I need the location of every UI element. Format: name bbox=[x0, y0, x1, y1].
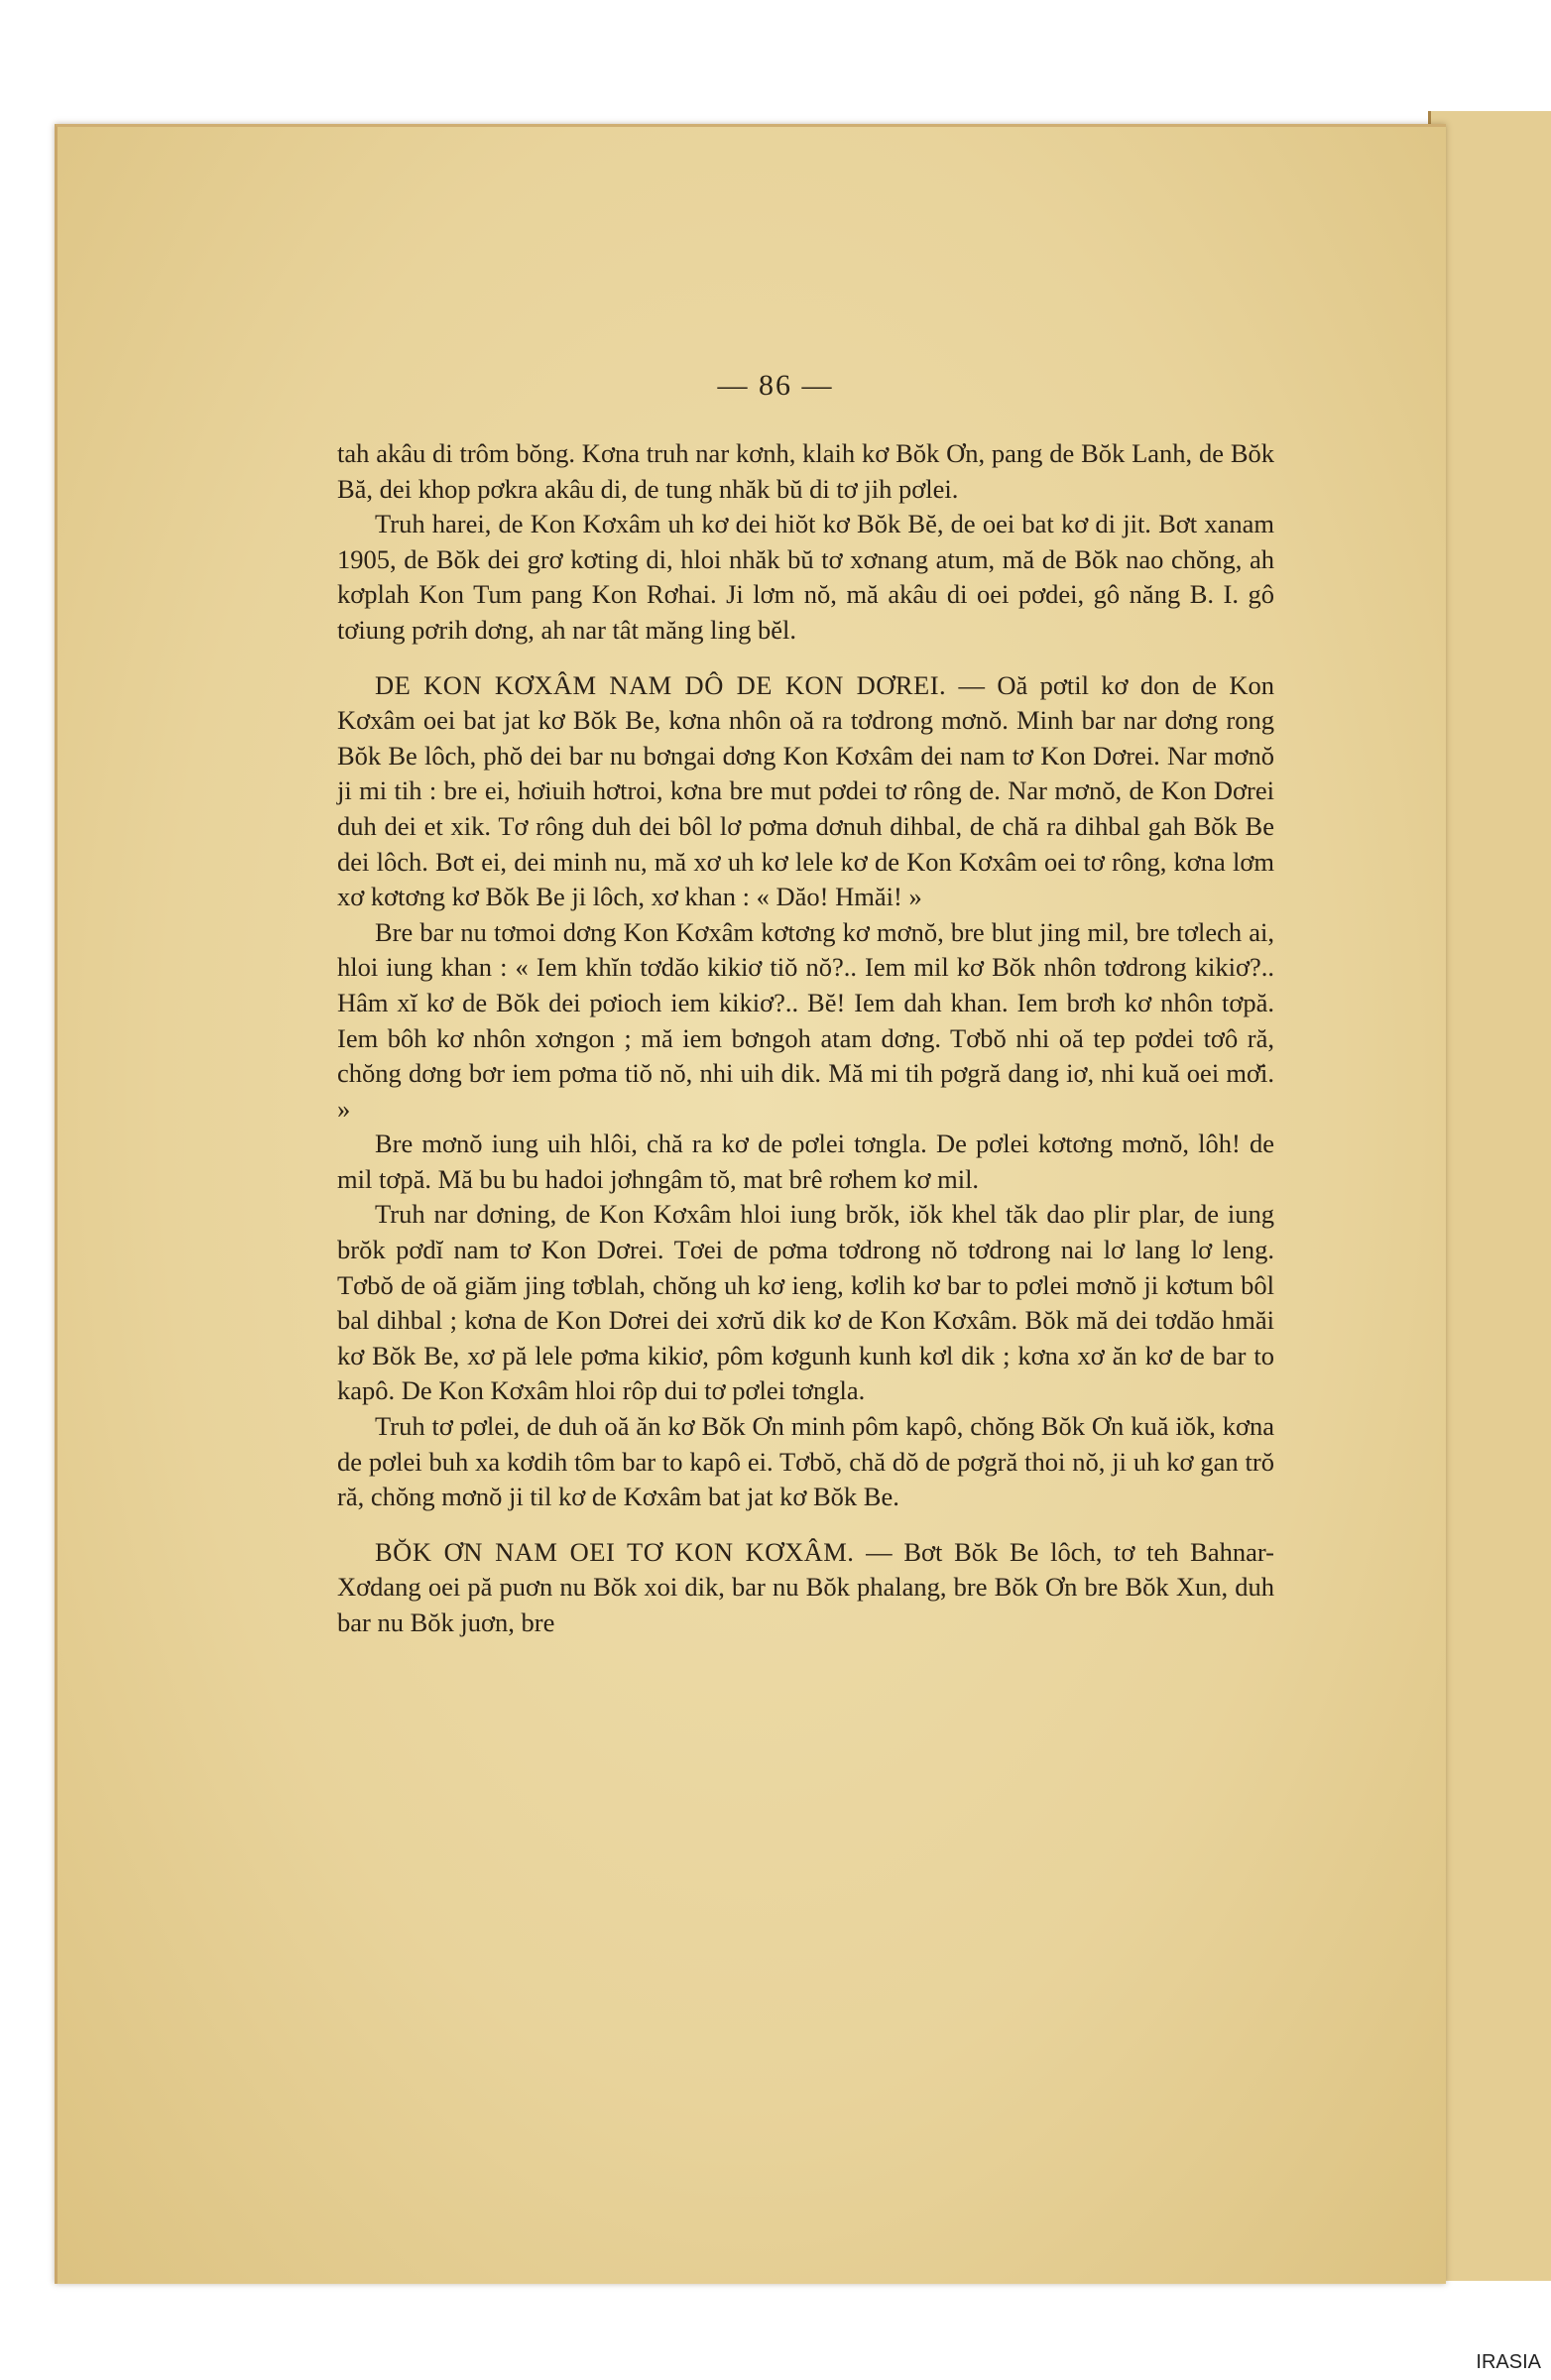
watermark: IRASIA bbox=[1476, 2351, 1541, 2373]
body-text bbox=[337, 436, 1274, 1641]
section-paragraph bbox=[337, 668, 1274, 915]
section-title: BŎK ƠN NAM OEI TƠ KON KƠXÂM. bbox=[375, 1536, 855, 1567]
paragraph: Bre bar nu tơmoi dơng Kon Kơxâm kơtơng kơ mơnŏ, bre blut jing mil, bre tơlech ai, hloi iung khan : « Iem khĭn tơdăo kikiơ tiŏ nŏ?.. Iem mil kơ Bŏk nhôn tơdrong kikiơ?.. Hâm xĭ kơ de Bŏk dei pơioch iem kikiơ?.. Bĕ! Iem dah khan. Iem brơh kơ nhôn tơpă. Iem bôh kơ nhôn xơngon ; mă iem bơngoh atam dơng. Tơbŏ nhi oă tep pơdei tơô ră, chŏng dơng bơr iem pơma tiŏ nŏ, nhi uih dik. Mă mi tih pơgră dang iơ, nhi kuă oei mơ̆i. » bbox=[337, 916, 1274, 1124]
paragraph: Bre mơnŏ iung uih hlôi, chă ra kơ de pơlei tơngla. De pơlei kơtơng mơnŏ, lôh! de mil tơpă. Mă bu bu hadoi jơhngâm tŏ, mat brê rơhem kơ mil. bbox=[337, 1129, 1274, 1194]
section-text: — Oă pơtil kơ don de Kon Kơxâm oei bat jat kơ Bŏk Be, kơna nhôn oă ra tơdrong mơnŏ. Minh bar nar dơng rong Bŏk Be lôch, phŏ dei bar nu bơngai dơng Kon Kơxâm dei nam tơ Kon Dơrei. Nar mơnŏ ji mi tih : bre ei, hơiuih hơtroi, kơna bre mut pơdei tơ rông de. Nar mơnŏ, de Kon Dơrei duh dei et xik. Tơ rông duh dei bôl lơ pơma dơnuh dihbal, de chă ra dihbal gah Bŏk Be dei lôch. Bơt ei, dei minh nu, mă xơ uh kơ lele kơ de Kon Kơxâm oei tơ rông, kơna lơm xơ kơtơng kơ Bŏk Be ji lôch, xơ khan : « Dăo! Hmăi! » bbox=[337, 669, 1274, 912]
paragraph: tah akâu di trôm bŏng. Kơna truh nar kơnh, klaih kơ Bŏk Ơn, pang de Bŏk Lanh, de Bŏk Bă, dei khop pơkra akâu di, de tung nhăk bŭ di tơ jih pơlei. bbox=[337, 438, 1274, 504]
section-paragraph bbox=[337, 1535, 1274, 1641]
back-page-edge bbox=[1428, 111, 1551, 2281]
paragraph: Truh tơ pơlei, de duh oă ăn kơ Bŏk Ơn minh pôm kapô, chŏng Bŏk Ơn kuă iŏk, kơna de pơlei buh xa kơdih tôm bar to kapô ei. Tơbŏ, chă dŏ de pơgră thoi nŏ, ji uh kơ gan trŏ ră, chŏng mơnŏ ji til kơ de Kơxâm bat jat kơ Bŏk Be. bbox=[337, 1411, 1274, 1512]
section-title: DE KON KƠXÂM NAM DÔ DE KON DƠREI. bbox=[375, 669, 947, 700]
paragraph: Truh nar dơning, de Kon Kơxâm hloi iung brŏk, iŏk khel tăk dao plir plar, de iung brŏk pơdĭ nam tơ Kon Dơrei. Tơei de pơma tơdrong nŏ tơdrong nai lơ lang lơ leng. Tơbŏ de oă giăm jing tơblah, chŏng uh kơ ieng, kơlih kơ bar to pơlei mơnŏ ji kơtum bôl bal dihbal ; kơna de Kon Dơrei dei xơrŭ dik kơ de Kon Kơxâm. Bŏk mă dei tơdăo hmăi kơ Bŏk Be, xơ pă lele pơma kikiơ, pôm kơgunh kunh kơl dik ; kơna xơ ăn kơ de bar to kapô. De Kon Kơxâm hloi rôp dui tơ pơlei tơngla. bbox=[337, 1199, 1274, 1406]
section-text: — Bơt Bŏk Be lôch, tơ teh Bahnar-Xơdang oei pă puơn nu Bŏk xoi dik, bar nu Bŏk phalang, bre Bŏk Ơn bre Bŏk Xun, duh bar nu Bŏk juơn, bre bbox=[337, 1536, 1275, 1637]
paragraph: Truh harei, de Kon Kơxâm uh kơ dei hiŏt kơ Bŏk Bĕ, de oei bat kơ di jit. Bơt xanam 1905, de Bŏk dei grơ kơting di, hloi nhăk bŭ tơ xơnang atum, mă de Bŏk nao chŏng, ah kơplah Kon Tum pang Kon Rơhai. Ji lơm nŏ, mă akâu di oei pơdei, gô năng B. I. gô tơiung pơrih dơng, ah nar tât măng ling bĕl. bbox=[337, 509, 1274, 645]
page-number: — 86 — bbox=[717, 369, 834, 402]
